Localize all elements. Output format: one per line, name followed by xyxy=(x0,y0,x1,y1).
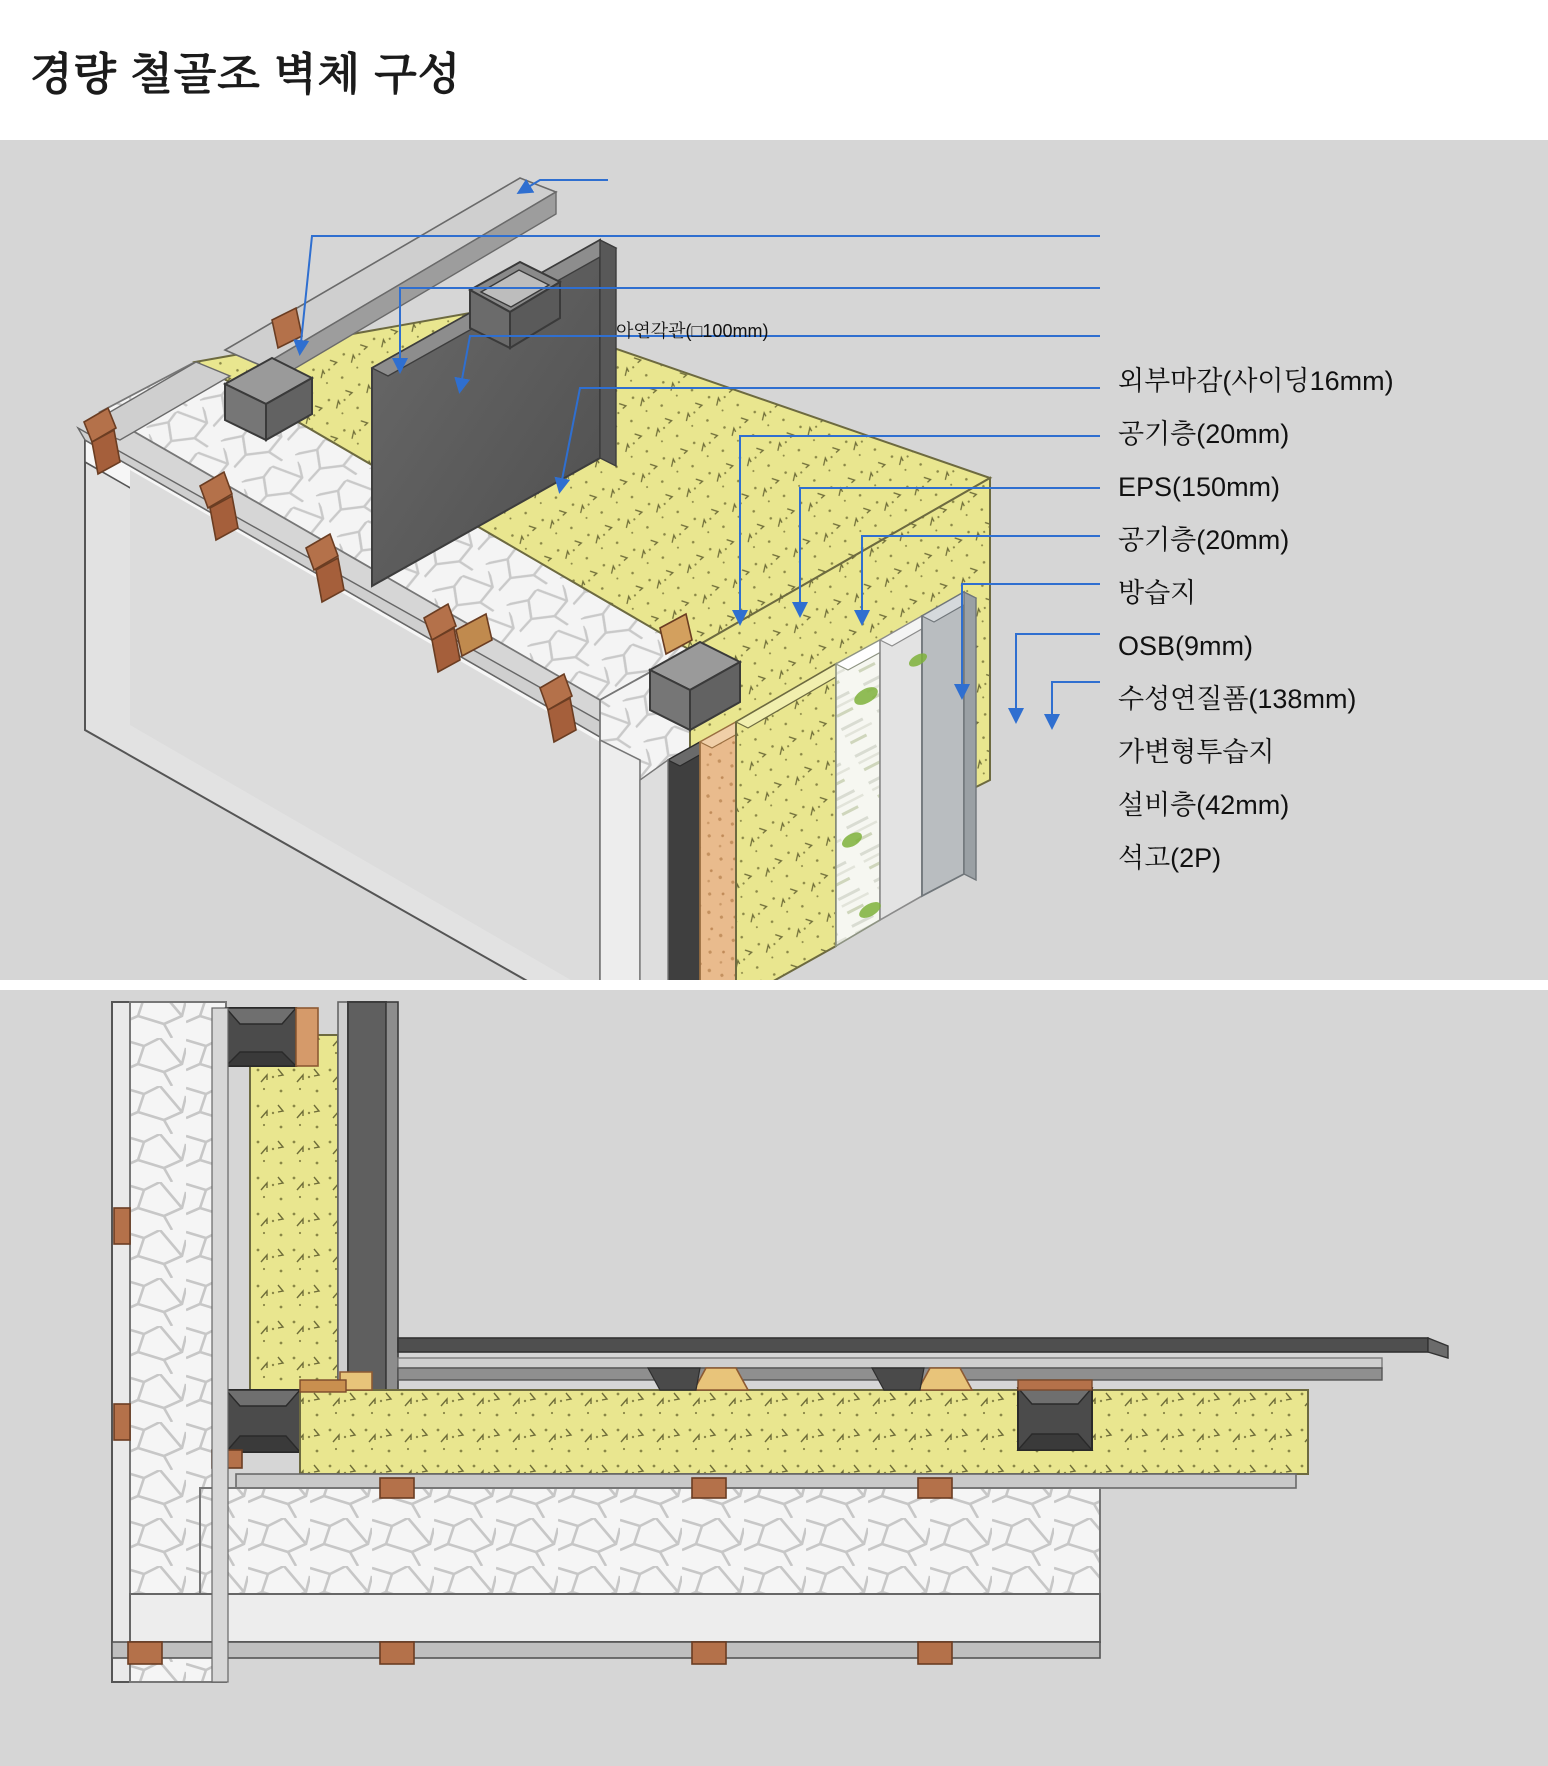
callout-label-air-gap-2: 공기층(20mm) xyxy=(1118,525,1290,555)
callout-label-exterior: 외부마감(사이딩16mm) xyxy=(1118,366,1394,396)
panel-divider xyxy=(0,980,1548,990)
callout-label-soft-foam: 수성연질폼(138mm) xyxy=(1118,684,1357,714)
plan-section-diagram-panel xyxy=(0,990,1548,1766)
isometric-wall-assembly-art xyxy=(0,140,1548,980)
callout-label-gypsum: 석고(2P) xyxy=(1118,843,1222,873)
isometric-diagram-panel xyxy=(0,140,1548,980)
callout-label-vapor-barrier: 방습지 xyxy=(1118,578,1197,608)
page-title: 경량 철골조 벽체 구성 xyxy=(30,50,462,99)
callout-label-steel-tube: 아연각관(□100mm) xyxy=(616,321,769,341)
callout-label-osb: OSB(9mm) xyxy=(1118,631,1253,661)
callout-label-service-cavity: 설비층(42mm) xyxy=(1118,790,1290,820)
callout-label-smart-membrane: 가변형투습지 xyxy=(1118,737,1275,767)
callout-label-eps: EPS(150mm) xyxy=(1118,472,1281,502)
plan-section-wall-corner-art xyxy=(0,990,1548,1766)
callout-label-air-gap-1: 공기층(20mm) xyxy=(1118,419,1290,449)
